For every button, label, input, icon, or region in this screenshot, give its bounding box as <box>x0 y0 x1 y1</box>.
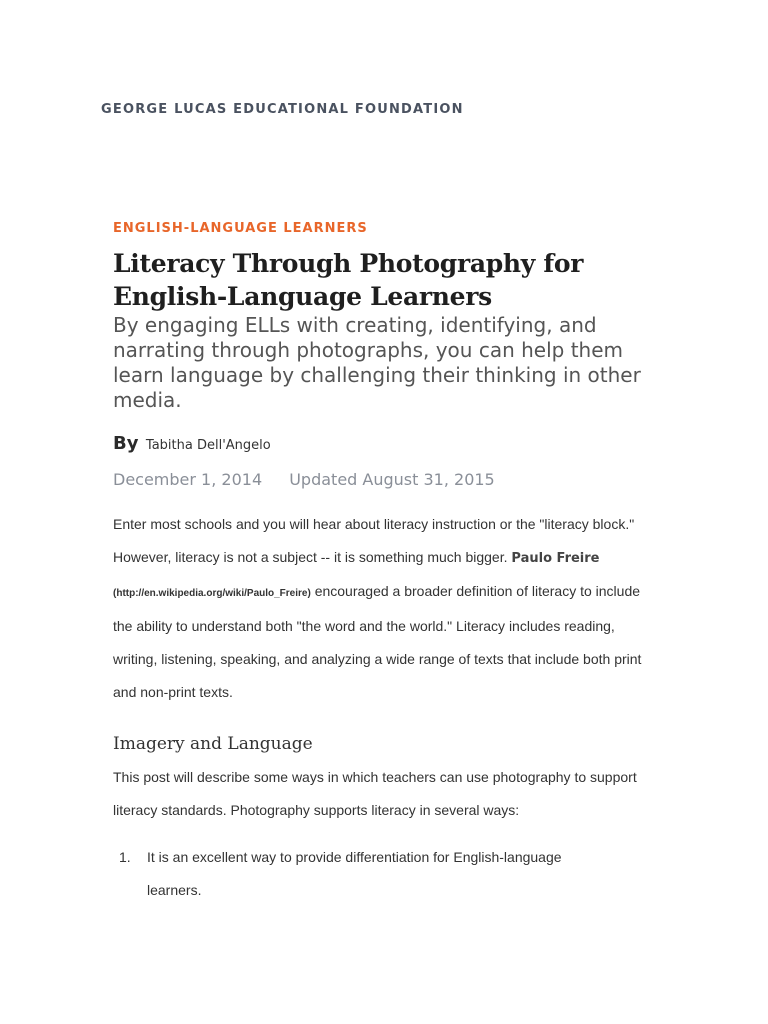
publish-date: December 1, 2014 <box>113 470 263 489</box>
ordered-list <box>113 841 658 907</box>
paulo-freire-url[interactable]: (http://en.wikipedia.org/wiki/Paulo_Freire) <box>113 588 311 599</box>
list-item-text: It is an excellent way to provide differentiation for English-language learners. <box>147 849 562 898</box>
title-line-2: English-Language Learners <box>113 282 492 311</box>
paragraph-intro-part-1: Enter most schools and you will hear about literacy instruction or the "literacy block." However, literacy is not a subject -- it is something much bigger. <box>113 516 635 565</box>
author-name[interactable]: Tabitha Dell'Angelo <box>145 438 271 453</box>
section-heading-imagery: Imagery and Language <box>113 734 313 754</box>
updated-date: Updated August 31, 2015 <box>289 470 495 489</box>
article <box>113 221 673 907</box>
paulo-freire-link[interactable]: Paulo Freire <box>511 551 600 566</box>
paragraph-photography: This post will describe some ways in which teachers can use photography to support literacy standards. Photography supports literacy in several ways: <box>113 769 637 818</box>
article-body <box>113 508 658 907</box>
article-title <box>113 247 673 313</box>
title-line-1: Literacy Through Photography for <box>113 249 584 278</box>
byline <box>113 432 673 458</box>
article-subtitle: By engaging ELLs with creating, identifying, and narrating through photographs, you can help them learn language by challenging their thinking in other media. <box>113 313 641 412</box>
foundation-name[interactable]: GEORGE LUCAS EDUCATIONAL FOUNDATION <box>101 102 464 117</box>
by-label: By <box>113 433 139 454</box>
category-label[interactable]: ENGLISH-LANGUAGE LEARNERS <box>113 221 368 236</box>
list-item-number: 1. <box>119 849 131 865</box>
list-item <box>113 841 658 907</box>
paragraph-intro <box>113 508 658 709</box>
article-dates <box>113 470 673 490</box>
paragraph-intro-part-2: encouraged a broader definition of literacy to include the ability to understand both "the word and the world." Literacy includes reading, writing, listening, speaking, and analyzing a wide range of texts that include both print and non-print texts. <box>113 583 642 700</box>
